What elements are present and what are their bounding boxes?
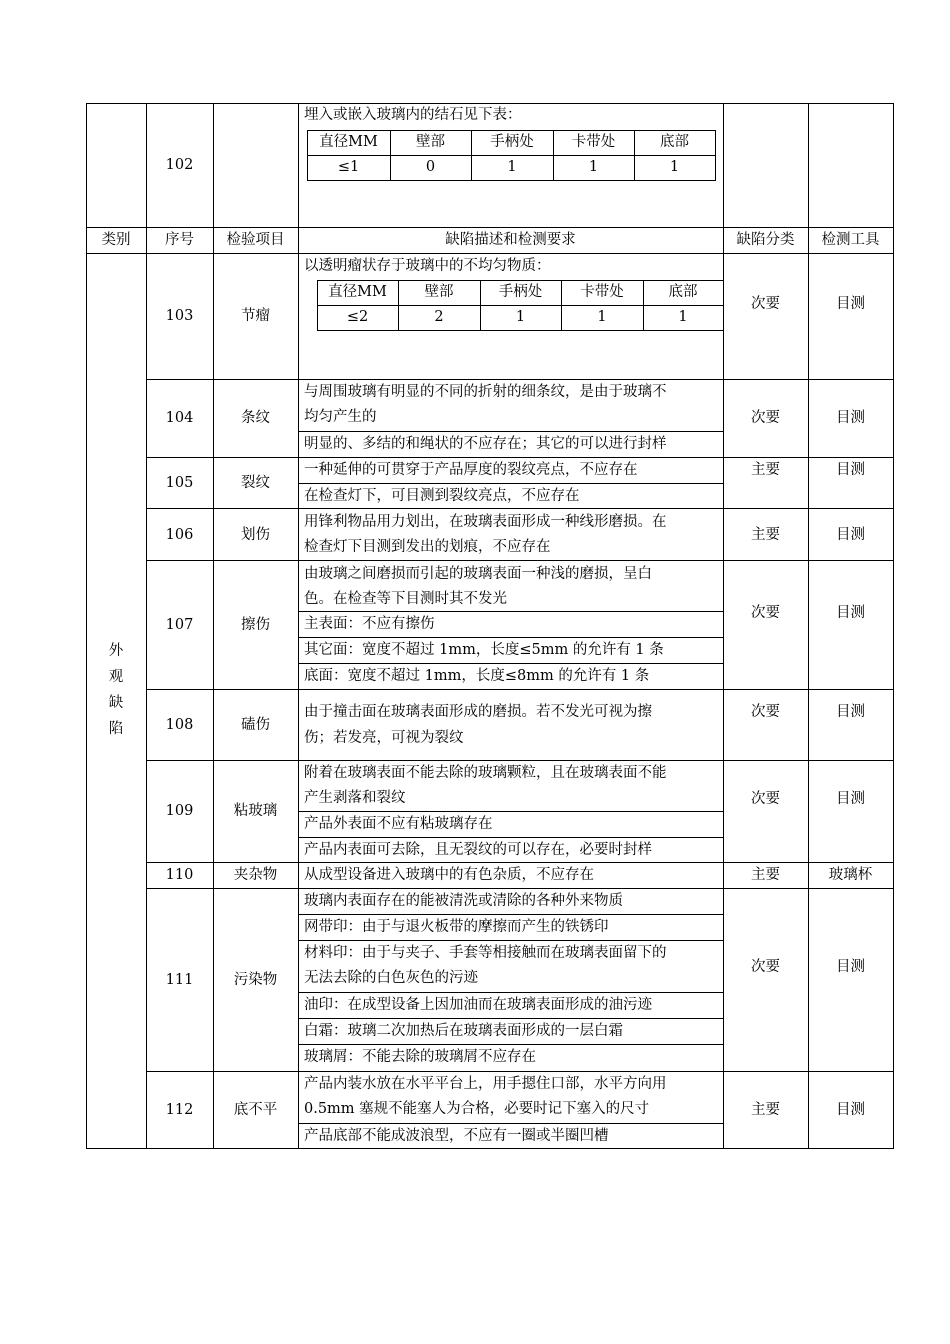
defect-class: 主要 <box>751 867 780 883</box>
header-tool: 检测工具 <box>821 232 880 248</box>
row-number: 109 <box>165 803 194 819</box>
inner-table-cell: 1 <box>597 309 607 325</box>
description-line: 产品底部不能成波浪型，不应有一圈或半圈凹槽 <box>304 1128 609 1144</box>
table-border-left <box>86 103 87 1149</box>
description-line: 在检查灯下，可目测到裂纹亮点，不应存在 <box>304 488 580 504</box>
inspection-item: 节瘤 <box>241 308 270 324</box>
row-number: 107 <box>165 617 194 633</box>
row-divider <box>146 1071 894 1072</box>
defect-class: 主要 <box>751 462 780 478</box>
row-divider <box>146 457 894 458</box>
row-number: 111 <box>165 972 194 988</box>
row-divider <box>86 227 894 228</box>
inspection-tool: 目测 <box>836 527 865 543</box>
category-char: 陷 <box>108 721 124 737</box>
inner-table-cell: 1 <box>588 159 599 175</box>
inner-table-header: 直径MM <box>328 284 387 300</box>
sub-divider <box>298 940 723 941</box>
description-line: 色。在检查等下目测时其不发光 <box>304 591 507 607</box>
header-category: 类别 <box>101 232 131 248</box>
defect-class: 次要 <box>751 296 780 312</box>
inspection-tool: 目测 <box>836 959 865 975</box>
row-divider <box>146 560 894 561</box>
row-number: 105 <box>165 475 194 491</box>
sub-divider <box>298 1123 723 1124</box>
inner-table-header: 卡带处 <box>580 284 624 300</box>
description-line: 以透明瘤状存于玻璃中的不均匀物质： <box>304 258 551 274</box>
sub-divider <box>298 611 723 612</box>
sub-divider <box>298 1018 723 1019</box>
description-line: 与周围玻璃有明显的不同的折射的细条纹，是由于玻璃不 <box>304 384 667 400</box>
sub-divider <box>298 837 723 838</box>
inspection-tool: 目测 <box>836 462 865 478</box>
inner-table-cell: 1 <box>515 309 526 325</box>
description-line: 材料印：由于与夹子、手套等相接触而在玻璃表面留下的 <box>304 945 667 961</box>
header-description: 缺陷描述和检测要求 <box>445 232 576 248</box>
inspection-item: 划伤 <box>241 527 270 543</box>
inner-table-cell: 2 <box>434 309 444 325</box>
row-divider <box>146 862 894 863</box>
inspection-tool: 目测 <box>836 791 865 807</box>
description-line: 由玻璃之间磨损而引起的玻璃表面一种浅的磨损，呈白 <box>304 566 652 582</box>
defect-class: 次要 <box>751 791 780 807</box>
inner-table-cell: ≤2 <box>346 309 369 325</box>
description-line: 0.5mm 塞规不能塞人为合格，必要时记下塞入的尺寸 <box>304 1101 650 1117</box>
inspection-tool: 目测 <box>836 605 865 621</box>
inspection-item: 污染物 <box>233 972 278 988</box>
description-line: 油印：在成型设备上因加油而在玻璃表面形成的油污迹 <box>304 997 652 1013</box>
inner-table-line <box>715 130 716 181</box>
inner-table-header: 底部 <box>668 284 698 300</box>
sub-divider <box>298 483 723 484</box>
row-divider <box>146 508 894 509</box>
description-line: 用锋利物品用力划出，在玻璃表面形成一种线形磨损。在 <box>304 514 667 530</box>
inspection-item: 磕伤 <box>241 717 270 733</box>
inner-table-header: 底部 <box>660 134 689 150</box>
inspection-tool: 目测 <box>836 704 865 720</box>
description-line: 产品内装水放在水平平台上，用手摁住口部，水平方向用 <box>304 1076 667 1092</box>
inner-table-header: 壁部 <box>416 134 445 150</box>
row-divider <box>86 253 894 254</box>
defect-class: 次要 <box>751 605 780 621</box>
defect-class: 主要 <box>751 1102 780 1118</box>
description-line: 产品内表面可去除，且无裂纹的可以存在，必要时封样 <box>304 842 652 858</box>
inspection-item: 条纹 <box>241 410 270 426</box>
inner-table-header: 壁部 <box>424 284 454 300</box>
inner-table-header: 卡带处 <box>571 134 616 150</box>
inspection-tool: 目测 <box>836 296 865 312</box>
inner-table-cell: 1 <box>507 159 517 175</box>
inspection-tool: 目测 <box>836 1102 865 1118</box>
inner-table-header: 直径MM <box>319 134 378 150</box>
description-line: 伤；若发亮，可视为裂纹 <box>304 730 464 746</box>
description-line: 一种延伸的可贯穿于产品厚度的裂纹亮点，不应存在 <box>304 462 638 478</box>
inspection-item: 夹杂物 <box>233 867 278 883</box>
inspection-tool: 目测 <box>836 410 865 426</box>
col-divider <box>808 103 809 1149</box>
inner-table-cell: ≤1 <box>337 159 360 175</box>
header-classification: 缺陷分类 <box>736 232 795 248</box>
row-divider <box>146 689 894 690</box>
table-border-right <box>893 103 894 1149</box>
inner-table-cell: 0 <box>425 159 436 175</box>
inner-table-line <box>317 280 723 281</box>
inner-table-line <box>307 180 716 181</box>
row-number: 102 <box>165 157 194 173</box>
row-number: 103 <box>165 308 194 324</box>
row-number: 108 <box>165 717 194 733</box>
description-line: 附着在玻璃表面不能去除的玻璃颗粒，且在玻璃表面不能 <box>304 765 667 781</box>
description-line: 从成型设备进入玻璃中的有色杂质，不应存在 <box>304 867 594 883</box>
description-line: 检查灯下目测到发出的划痕，不应存在 <box>304 539 551 555</box>
description-line: 埋入或嵌入玻璃内的结石见下表： <box>304 107 522 123</box>
sub-divider <box>298 431 723 432</box>
row-divider <box>146 379 894 380</box>
inner-table-header: 手柄处 <box>490 134 534 150</box>
row-divider <box>146 760 894 761</box>
description-line: 白霜：玻璃二次加热后在玻璃表面形成的一层白霜 <box>304 1023 623 1039</box>
inner-table-header: 手柄处 <box>498 284 543 300</box>
defect-class: 主要 <box>751 527 780 543</box>
description-line: 玻璃内表面存在的能被清洗或清除的各种外来物质 <box>304 893 623 909</box>
sub-divider <box>298 811 723 812</box>
description-line: 由于撞击面在玻璃表面形成的磨损。若不发光可视为擦 <box>304 704 652 720</box>
row-number: 110 <box>165 867 194 883</box>
header-item: 检验项目 <box>226 232 285 248</box>
inner-table-line <box>307 130 716 131</box>
row-number: 106 <box>165 527 194 543</box>
description-line: 底面：宽度不超过 1mm，长度≤8mm 的允许有 1 条 <box>304 668 650 684</box>
description-line: 玻璃屑：不能去除的玻璃屑不应存在 <box>304 1049 536 1065</box>
inspection-item: 粘玻璃 <box>233 803 278 819</box>
row-divider <box>146 888 894 889</box>
inner-table-line <box>307 155 716 156</box>
header-number: 序号 <box>165 232 194 248</box>
table-border-bottom <box>86 1148 894 1149</box>
description-line: 产生剥落和裂纹 <box>304 790 406 806</box>
sub-divider <box>298 1044 723 1045</box>
description-line: 网带印：由于与退火板带的摩擦而产生的铁锈印 <box>304 919 609 935</box>
inner-table-cell: 1 <box>678 309 688 325</box>
sub-divider <box>298 637 723 638</box>
description-line: 明显的、多结的和绳状的不应存在；其它的可以进行封样 <box>304 436 667 452</box>
description-line: 产品外表面不应有粘玻璃存在 <box>304 816 493 832</box>
category-char: 缺 <box>108 695 124 711</box>
category-char: 外 <box>108 643 124 659</box>
inspection-item: 裂纹 <box>241 475 270 491</box>
table-border-top <box>86 103 894 104</box>
sub-divider <box>298 914 723 915</box>
defect-class: 次要 <box>751 704 780 720</box>
inspection-tool: 玻璃杯 <box>828 867 873 883</box>
description-line: 主表面：不应有擦伤 <box>304 616 435 632</box>
col-divider <box>723 103 724 1149</box>
description-line: 无法去除的白色灰色的污迹 <box>304 970 478 986</box>
category-char: 观 <box>108 669 124 685</box>
sub-divider <box>298 992 723 993</box>
description-line: 其它面：宽度不超过 1mm，长度≤5mm 的允许有 1 条 <box>304 642 664 658</box>
row-number: 112 <box>165 1102 194 1118</box>
inner-table-cell: 1 <box>669 159 680 175</box>
description-line: 均匀产生的 <box>304 409 377 425</box>
inner-table-line <box>317 330 723 331</box>
inner-table-line <box>317 305 723 306</box>
row-number: 104 <box>165 410 194 426</box>
defect-class: 次要 <box>751 959 780 975</box>
inspection-item: 底不平 <box>233 1102 278 1118</box>
defect-class: 次要 <box>751 410 780 426</box>
sub-divider <box>298 663 723 664</box>
inspection-item: 擦伤 <box>241 617 270 633</box>
